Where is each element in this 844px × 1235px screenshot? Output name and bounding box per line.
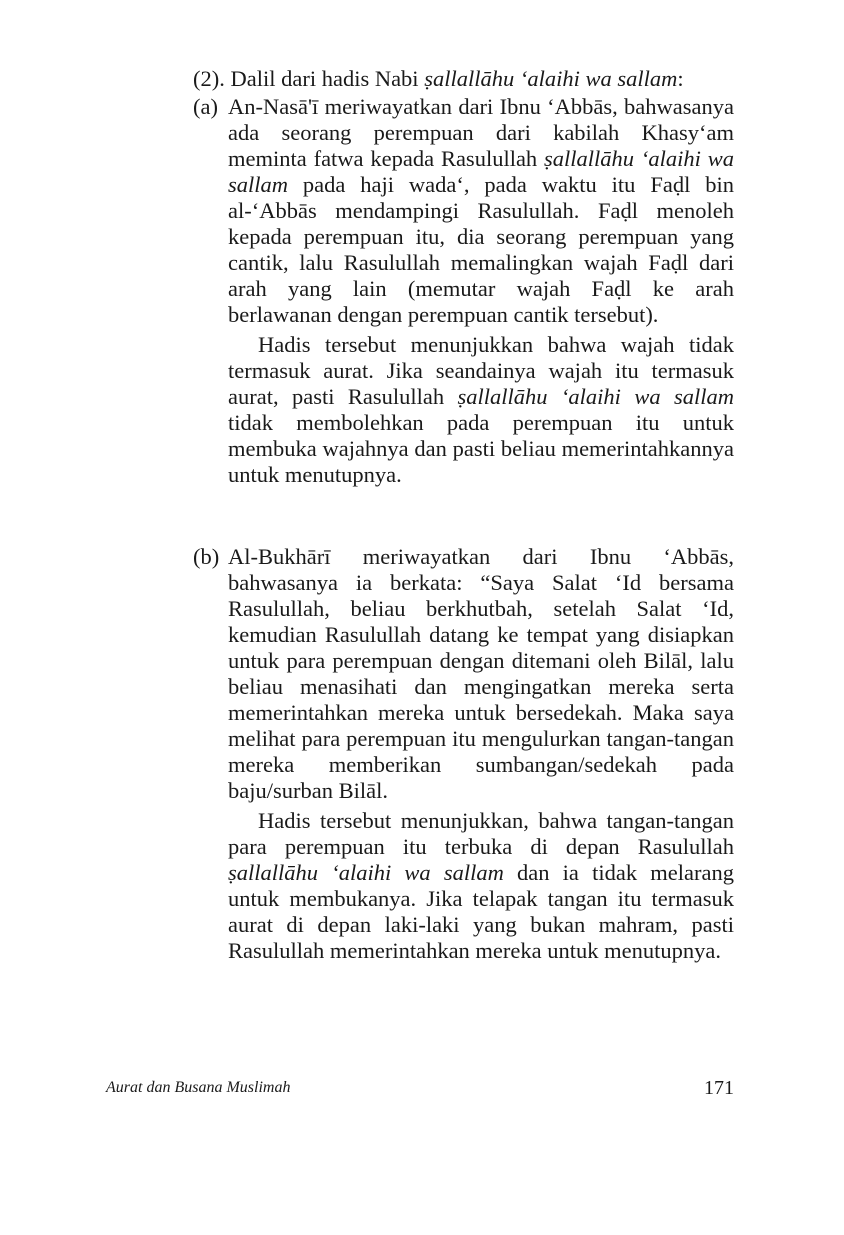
paragraph-b2-text-end: dan ia tidak melarang untuk membukanya. Jika telapak tangan itu termasuk aurat di depan laki-laki yang bukan mahram, pasti Rasulullah memerintahkan mereka untuk menutupnya. [228, 860, 734, 963]
list-marker-b: (b) [193, 544, 220, 569]
paragraph-a1 [228, 94, 734, 328]
list-marker-a: (a) [193, 94, 218, 119]
paragraph-b2-text-start: Hadis tersebut menunjukkan, bahwa tangan-tangan para perempuan itu terbuka di depan Rasulullah [228, 808, 734, 859]
list-item-a [193, 94, 734, 488]
paragraph-a2-honorific: ṣallallāhu ‘alaihi wa sallam [457, 384, 734, 409]
list-item-b [193, 544, 734, 964]
heading-colon: : [677, 66, 684, 91]
paragraph-a1-text-start: An-Nasā'ī meriwayatkan dari Ibnu ‘Abbās, bahwasanya ada seorang perempuan dari kabilah Khasy‘am meminta fatwa kepada Rasulullah [228, 94, 734, 171]
running-footer-title: Aurat dan Busana Muslimah [106, 1079, 291, 1096]
page-number: 171 [704, 1077, 734, 1099]
paragraph-a1-honorific: ṣallallāhu ‘alaihi wa sallam [228, 146, 734, 197]
list-item-b-body [228, 544, 734, 964]
list-item-a-body [228, 94, 734, 488]
heading-honorific: ṣallallāhu ‘alaihi wa sallam [424, 66, 678, 91]
heading-text: (2). Dalil dari hadis Nabi [193, 66, 425, 91]
section-heading [193, 64, 684, 93]
paragraph-a2 [228, 332, 734, 488]
paragraph-a2-text-start: Hadis tersebut menunjukkan bahwa wajah tidak termasuk aurat. Jika seandainya wajah itu termasuk aurat, pasti Rasulullah [228, 332, 734, 409]
paragraph-a1-text-end: pada haji wada‘, pada waktu itu Faḍl bin al-‘Abbās mendampingi Rasulullah. Faḍl menoleh kepada perempuan itu, dia seorang perempuan yang cantik, lalu Rasulullah memalingkan wajah Faḍl dari arah yang lain (memutar wajah Faḍl ke arah berlawanan dengan perempuan cantik tersebut). [228, 172, 734, 327]
paragraph-b1: Al-Bukhārī meriwayatkan dari Ibnu ‘Abbās, bahwasanya ia berkata: “Saya Salat ‘Id bersama Rasulullah, beliau berkhutbah, setelah Salat ‘Id, kemudian Rasulullah datang ke tempat yang disiapkan untuk para perempuan dengan ditemani oleh Bilāl, lalu beliau menasihati dan mengingatkan mereka serta memerintahkan mereka untuk bersedekah. Maka saya melihat para perempuan itu mengulurkan tangan-tangan mereka memberikan sumbangan/sedekah pada baju/surban Bilāl. [228, 544, 734, 803]
paragraph-b2-honorific: ṣallallāhu ‘alaihi wa sallam [228, 860, 504, 885]
paragraph-a2-text-end: tidak membolehkan pada perempuan itu untuk membuka wajahnya dan pasti beliau memerintahkannya untuk menutupnya. [228, 410, 734, 487]
paragraph-b2 [228, 808, 734, 964]
